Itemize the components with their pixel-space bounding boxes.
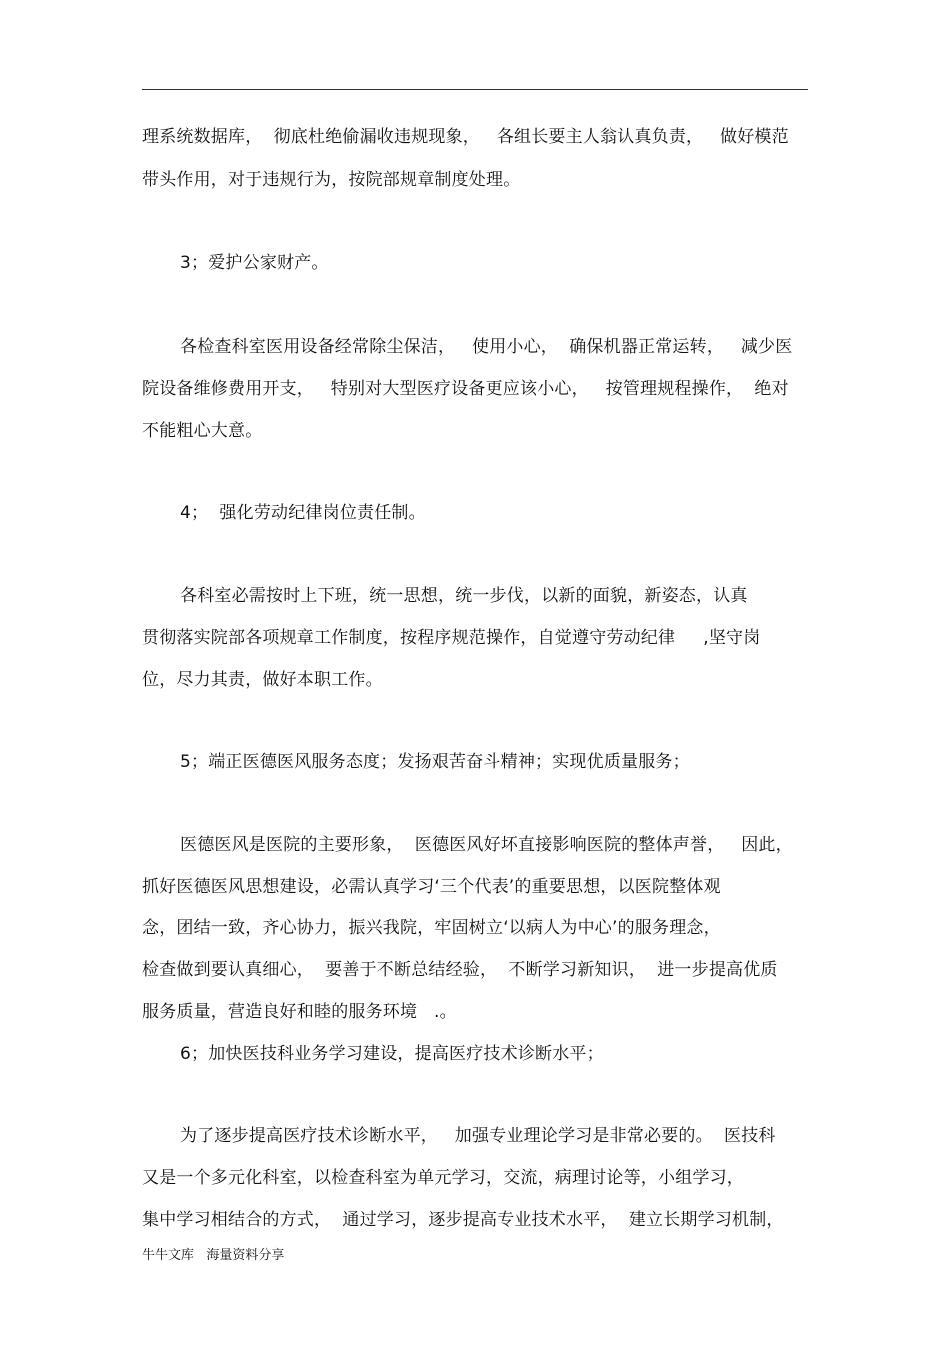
text-line: 贯彻落实院部各项规章工作制度，按程序规范操作，自觉遵守劳动纪律 ,坚守岗 [142, 628, 761, 648]
text-line: 抓好医德医风思想建设，必需认真学习‘三个代表’的重要思想，以医院整体观 [142, 877, 721, 897]
text-line: 院设备维修费用开支， 特别对大型医疗设备更应该小心， 按管理规程操作， 绝对 [142, 379, 789, 399]
text-line: 各检查科室医用设备经常除尘保洁， 使用小心， 确保机器正常运转， 减少医 [180, 337, 793, 357]
text-line: 理系统数据库， 彻底杜绝偷漏收违规现象， 各组长要主人翁认真负责， 做好模范 [142, 127, 789, 147]
text-line: 为了逐步提高医疗技术诊断水平， 加强专业理论学习是非常必要的。 医技科 [180, 1126, 776, 1146]
section-heading: 3；爱护公家财产。 [180, 253, 329, 273]
page-footer: 牛牛文库 海量资料分享 [142, 1248, 285, 1263]
text-line: 位，尽力其责，做好本职工作。 [142, 670, 383, 690]
text-line: 又是一个多元化科室，以检查科室为单元学习，交流，病理讨论等，小组学习， [142, 1168, 744, 1188]
text-line: 念，团结一致，齐心协力，振兴我院，牢固树立‘以病人为中心’的服务理念， [142, 918, 721, 938]
text-line: 带头作用，对于违规行为，按院部规章制度处理。 [142, 170, 521, 190]
text-line: 检查做到要认真细心， 要善于不断总结经验， 不断学习新知识， 进一步提高优质 [142, 960, 778, 980]
text-line: 不能粗心大意。 [142, 421, 263, 441]
header-rule [142, 89, 808, 90]
text-line: 服务质量，营造良好和睦的服务环境 .。 [142, 1002, 457, 1022]
section-heading: 6；加快医技科业务学习建设，提高医疗技术诊断水平； [180, 1044, 604, 1064]
text-line: 医德医风是医院的主要形象， 医德医风好坏直接影响医院的整体声誉， 因此， [180, 835, 793, 855]
text-line: 各科室必需按时上下班，统一思想，统一步伐，以新的面貌，新姿态，认真 [180, 586, 748, 606]
text-line: 集中学习相结合的方式， 通过学习，逐步提高专业技术水平， 建立长期学习机制， [142, 1210, 784, 1230]
section-heading: 5；端正医德医风服务态度；发扬艰苦奋斗精神；实现优质量服务； [180, 752, 690, 772]
section-heading: 4； 强化劳动纪律岗位责任制。 [180, 503, 426, 523]
